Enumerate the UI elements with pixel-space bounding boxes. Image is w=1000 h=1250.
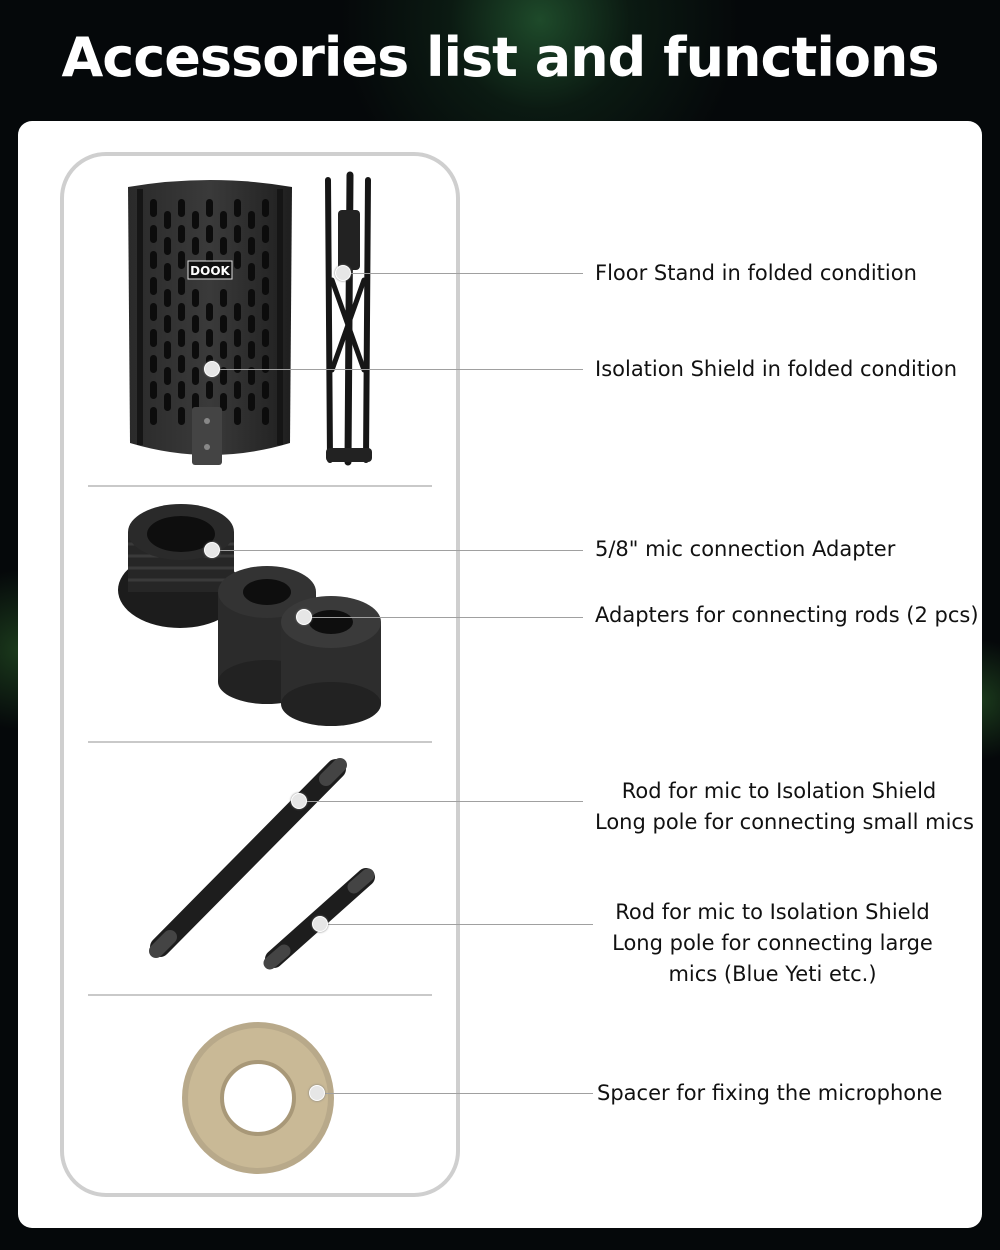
item-label: Isolation Shield in folded condition	[595, 357, 958, 381]
divider	[88, 994, 432, 996]
callout-dot	[291, 793, 307, 809]
rods-image	[140, 755, 380, 985]
divider	[88, 741, 432, 743]
item-label-line: Rod for mic to Isolation Shield	[621, 779, 937, 803]
leader-line	[299, 801, 583, 802]
leader-line	[212, 550, 583, 551]
item-label	[595, 776, 974, 838]
floor-stand-image	[320, 170, 380, 470]
isolation-shield-image	[120, 175, 300, 470]
item-label: Adapters for connecting rods (2 pcs)	[595, 603, 979, 627]
item-label	[605, 897, 940, 990]
page-title: Accessories list and functions	[61, 26, 939, 89]
item-label-line: Long pole for connecting large	[612, 931, 933, 955]
leader-line	[304, 617, 583, 618]
item-label: 5/8" mic connection Adapter	[595, 537, 896, 561]
callout-dot	[204, 361, 220, 377]
leader-line	[343, 273, 583, 274]
item-label-line: Rod for mic to Isolation Shield	[615, 900, 930, 924]
divider	[88, 485, 432, 487]
brand-logo: DOOK	[190, 264, 230, 278]
item-label-line: mics (Blue Yeti etc.)	[668, 962, 877, 986]
leader-line	[320, 924, 593, 925]
callout-dot	[296, 609, 312, 625]
callout-dot	[335, 265, 351, 281]
callout-dot	[204, 542, 220, 558]
callout-dot	[309, 1085, 325, 1101]
leader-line	[212, 369, 583, 370]
leader-line	[317, 1093, 593, 1094]
callout-dot	[312, 916, 328, 932]
item-label: Spacer for fixing the microphone	[597, 1081, 943, 1105]
item-label-line: Long pole for connecting small mics	[595, 810, 974, 834]
item-label: Floor Stand in folded condition	[595, 261, 917, 285]
